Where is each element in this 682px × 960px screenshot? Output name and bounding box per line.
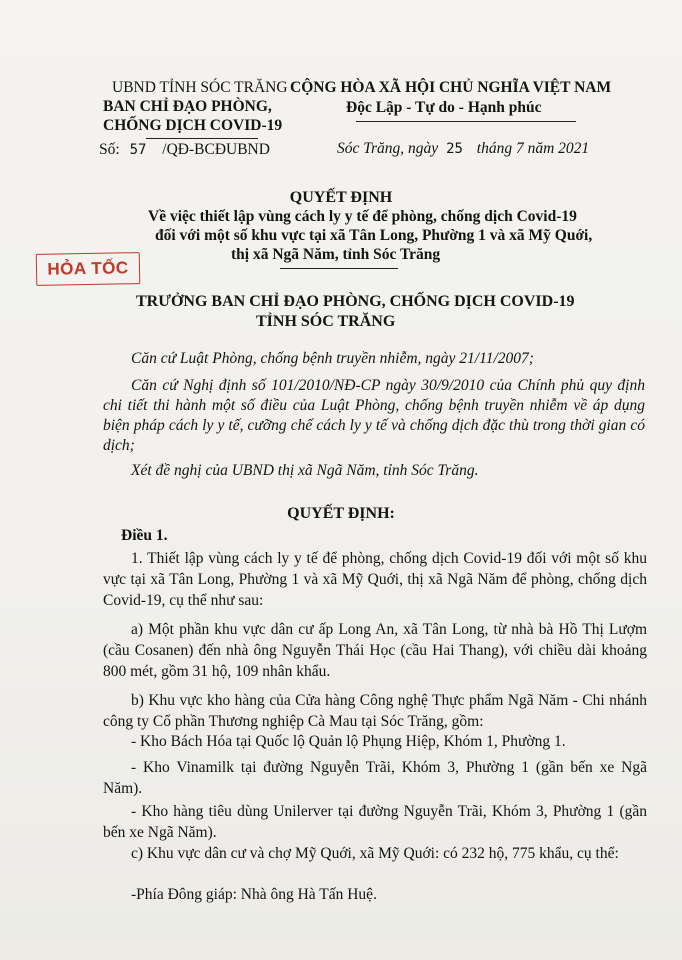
national-motto: Độc Lập - Tự do - Hạnh phúc [346,99,542,116]
item-b-warehouse-1: - Kho Bách Hóa tại Quốc lộ Quản lộ Phụng Hiệp, Khóm 1, Phường 1. [131,733,566,750]
decision-title: QUYẾT ĐỊNH [289,189,393,206]
authority-line1: TRƯỞNG BAN CHỈ ĐẠO PHÒNG, CHỐNG DỊCH COVID-19 [136,293,575,310]
item-b: b) Khu vực kho hàng của Cửa hàng Công nghệ Thực phẩm Ngã Năm - Chi nhánh công ty Cổ phần Thương nghiệp Cà Mau tại Sóc Trăng, gồm: [103,692,647,730]
national-title: CỘNG HÒA XÃ HỘI CHỦ NGHĨA VIỆT NAM [290,79,612,96]
article-1-item-1: 1. Thiết lập vùng cách ly y tế để phòng, chống dịch Covid-19 đối với một số khu vực tại xã Tân Long, Phường 1 và xã Mỹ Quới, thị xã Ngã Năm để phòng, chống dịch Covid-19, cụ thể như sau: [103,550,647,609]
issuer-line1: UBND TỈNH SÓC TRĂNG [112,79,288,96]
decision-subject-line3: thị xã Ngã Năm, tỉnh Sóc Trăng [231,246,441,263]
document-number [99,141,270,159]
motto-underline [356,121,576,122]
legal-basis-2: Căn cứ Nghị định số 101/2010/NĐ-CP ngày 30/9/2010 của Chính phủ quy định chi tiết thi hành một số điều của Luật Phòng, chống bệnh truyền nhiễm về áp dụng biện pháp cách ly y tế, cưỡng chế cách ly y tế và chống dịch đặc thù trong thời gian có dịch; [103,377,645,454]
article-1: Điều 1. [121,527,168,544]
date-day: 25 [446,141,463,157]
decision-heading: QUYẾT ĐỊNH: [287,505,395,522]
date-suffix: tháng 7 năm 2021 [476,140,590,157]
item-c: c) Khu vực dân cư và chợ Mỹ Quới, xã Mỹ Quới: có 232 hộ, 775 khẩu, cụ thể: [131,845,619,862]
item-b-warehouse-2: - Kho Vinamilk tại đường Nguyễn Trãi, Khóm 3, Phường 1 (gần bến xe Ngã Năm). [103,759,647,797]
issuer-line2: BAN CHỈ ĐẠO PHÒNG, [103,98,272,115]
legal-basis-1: Căn cứ Luật Phòng, chống bệnh truyền nhiễm, ngày 21/11/2007; [131,350,534,367]
document-date [337,140,589,158]
item-c-east-border: -Phía Đông giáp: Nhà ông Hà Tấn Huệ. [131,886,377,903]
decision-subject-line1: Về việc thiết lập vùng cách ly y tế để phòng, chống dịch Covid-19 [148,208,577,225]
date-prefix: Sóc Trăng, ngày [337,140,439,157]
issuer-line3: CHỐNG DỊCH COVID-19 [103,117,283,134]
item-b-warehouse-3: - Kho hàng tiêu dùng Unilerver tại đường Nguyễn Trãi, Khóm 3, Phường 1 (gần bến xe Ngã Năm). [103,803,647,841]
decision-subject-line2: đối với một số khu vực tại xã Tân Long, Phường 1 và xã Mỹ Quới, [155,227,593,244]
legal-basis-3: Xét đề nghị của UBND thị xã Ngã Năm, tỉnh Sóc Trăng. [131,462,479,479]
item-a: a) Một phần khu vực dân cư ấp Long An, xã Tân Long, từ nhà bà Hồ Thị Lượm (cầu Cosanen) đến nhà ông Nguyễn Thái Học (cầu Hai Thang), với chiều dài khoảng 800 mét, gồm 31 hộ, 109 nhân khẩu. [103,621,647,680]
number-label: Số: [99,141,120,158]
subject-underline [280,268,398,269]
urgent-stamp: HỎA TỐC [36,252,141,286]
number-value: 57 [129,142,147,158]
authority-line2: TỈNH SÓC TRĂNG [256,313,396,330]
issuer-underline [146,138,258,139]
number-suffix: /QĐ-BCĐUBND [162,141,270,158]
